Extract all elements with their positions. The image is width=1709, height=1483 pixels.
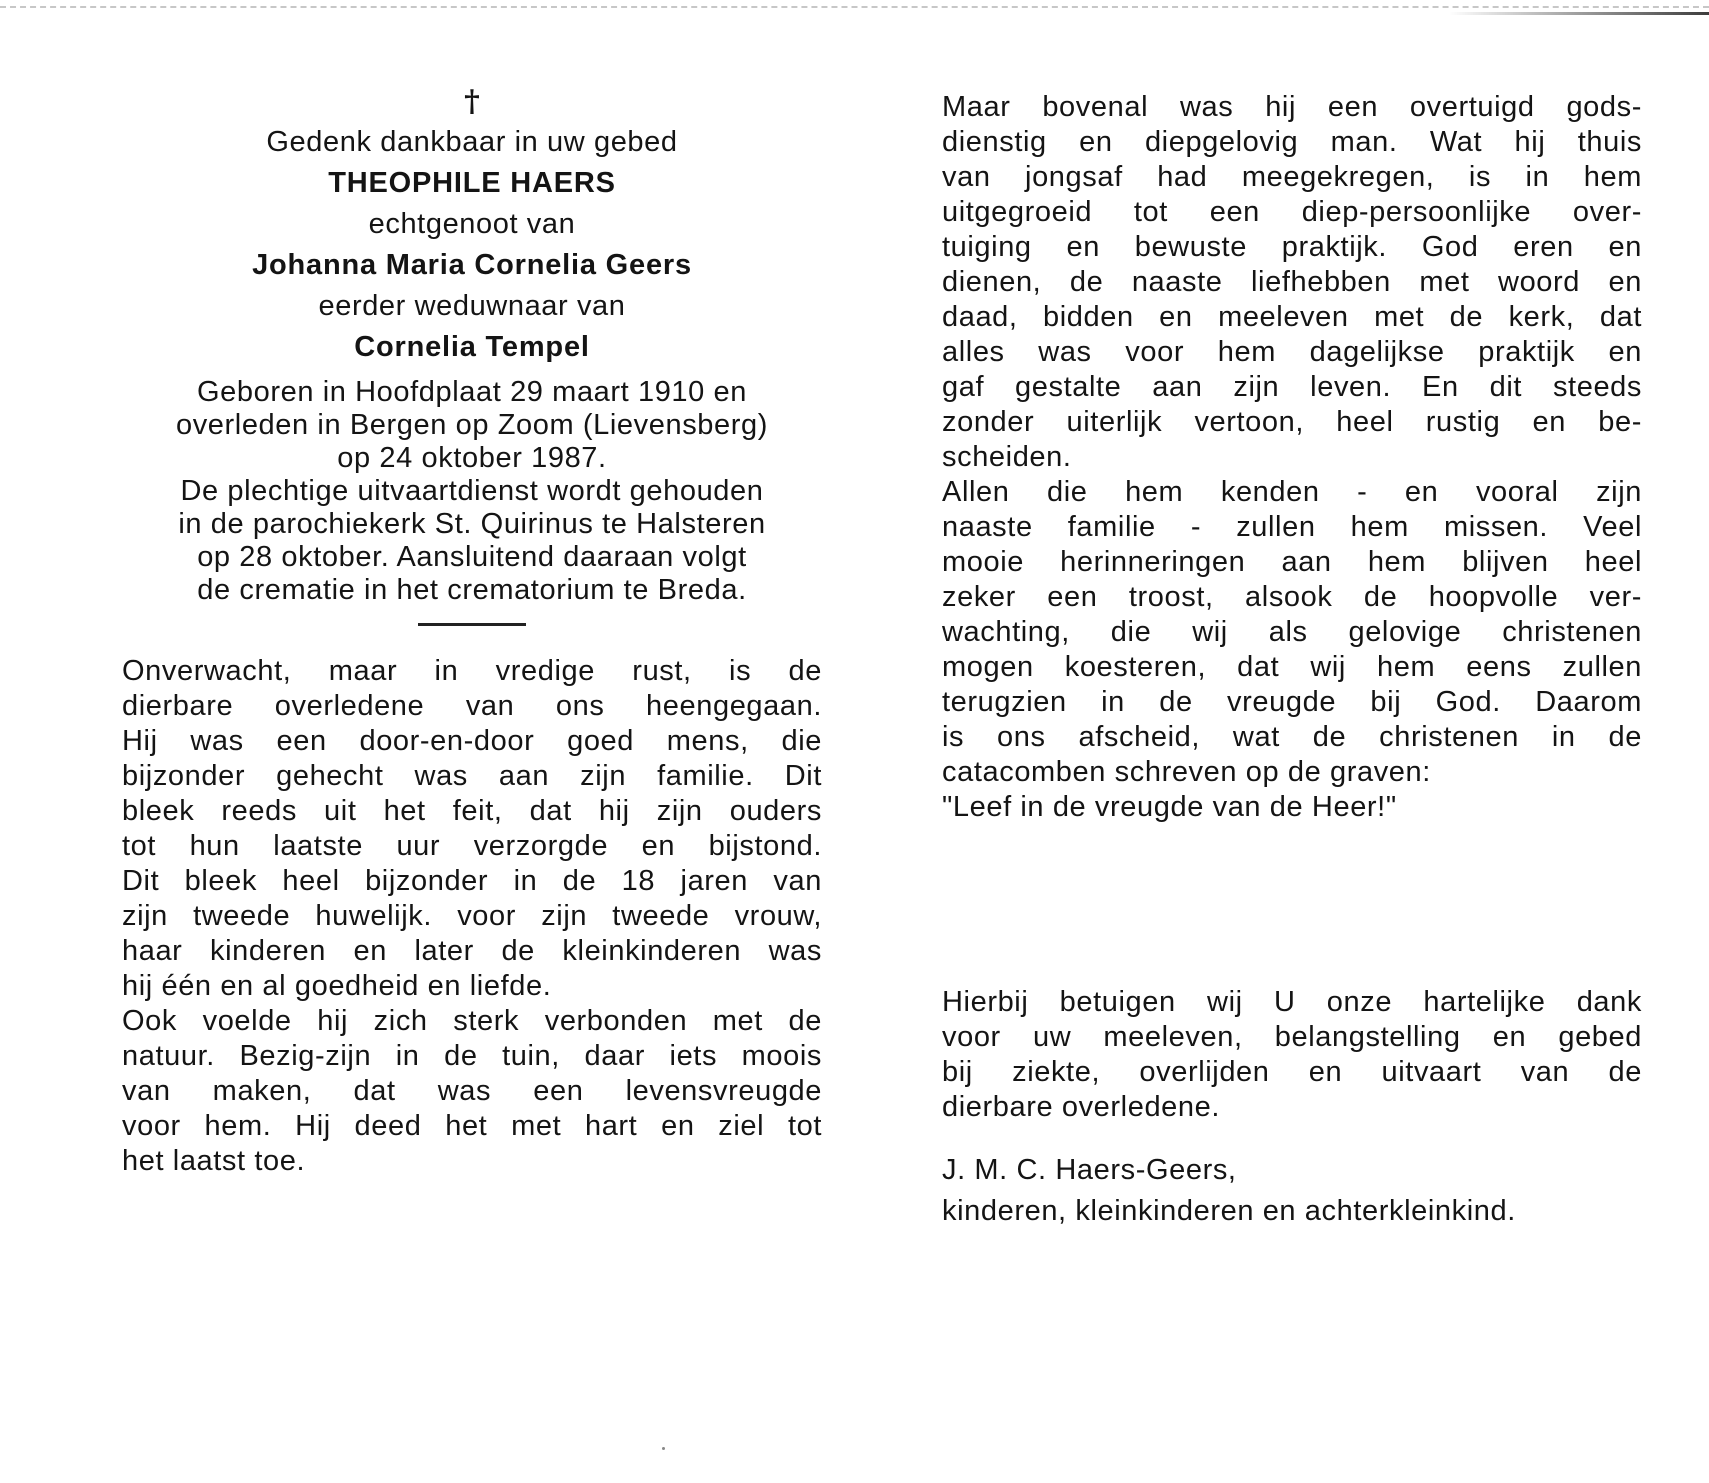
body-line: daad, bidden en meeleven met de kerk, dat — [942, 301, 1642, 333]
body-line: van maken, dat was een levensvreugde — [122, 1075, 822, 1107]
body-line: dienen, de naaste liefhebben met woord en — [942, 266, 1642, 298]
deceased-name: THEOPHILE HAERS — [328, 167, 616, 199]
thanks-line: dierbare overledene. — [942, 1091, 1221, 1123]
body-line: zeker een troost, alsook de hoopvolle ver- — [942, 581, 1642, 613]
body-line: zonder uiterlijk vertoon, heel rustig en be- — [942, 406, 1642, 438]
closing-quote: "Leef in de vreugde van de Heer!" — [942, 791, 1397, 823]
top-scan-edge — [0, 6, 1709, 8]
former-spouse-name: Cornelia Tempel — [354, 331, 590, 363]
thanks-line: Hierbij betuigen wij U onze hartelijke dank — [942, 986, 1642, 1018]
intro-line: de crematie in het crematorium te Breda. — [197, 574, 747, 606]
body-line: is ons afscheid, wat de christenen in de — [942, 721, 1642, 753]
body-line: Allen die hem kenden - en vooral zijn — [942, 476, 1642, 508]
body-line: mogen koesteren, dat wij hem eens zullen — [942, 651, 1642, 683]
body-line: Hij was een door-en-door goed mens, die — [122, 725, 822, 757]
spouse-relation: echtgenoot van — [368, 208, 576, 240]
spouse-name: Johanna Maria Cornelia Geers — [252, 249, 692, 281]
remember-line: Gedenk dankbaar in uw gebed — [266, 126, 678, 158]
body-line: bleek reeds uit het feit, dat hij zijn ouders — [122, 795, 822, 827]
thanks-paragraph — [942, 985, 1642, 1125]
body-line: scheiden. — [942, 441, 1072, 473]
intro-paragraph — [122, 376, 822, 607]
body-line: Maar bovenal was hij een overtuigd gods- — [942, 91, 1642, 123]
body-line: tuiging en bewuste praktijk. God eren en — [942, 231, 1642, 263]
signature-name: J. M. C. Haers-Geers, — [942, 1154, 1237, 1186]
body-line: haar kinderen en later de kleinkinderen was — [122, 935, 822, 967]
body-line: Dit bleek heel bijzonder in de 18 jaren van — [122, 865, 822, 897]
body-line: terugzien in de vreugde bij God. Daarom — [942, 686, 1642, 718]
signature-family: kinderen, kleinkinderen en achterkleinkind. — [942, 1195, 1516, 1227]
body-line: hij één en al goedheid en liefde. — [122, 970, 552, 1002]
right-body-text — [942, 90, 1642, 825]
top-scan-edge-dark — [1449, 12, 1709, 15]
body-line: dierbare overledene van ons heengegaan. — [122, 690, 822, 722]
body-line: Onverwacht, maar in vredige rust, is de — [122, 655, 822, 687]
body-line: naaste familie - zullen hem missen. Veel — [942, 511, 1642, 543]
body-line: mooie herinneringen aan hem blijven heel — [942, 546, 1642, 578]
thanks-line: voor uw meeleven, belangstelling en gebed — [942, 1021, 1642, 1053]
thanks-line: bij ziekte, overlijden en uitvaart van de — [942, 1056, 1642, 1088]
left-body-text — [122, 654, 822, 1179]
body-line: van jongsaf had meegekregen, is in hem — [942, 161, 1642, 193]
body-line: catacomben schreven op de graven: — [942, 756, 1431, 788]
intro-line: overleden in Bergen op Zoom (Lievensberg) — [175, 409, 769, 441]
body-line: tot hun laatste uur verzorgde en bijstond. — [122, 830, 822, 862]
body-line: wachting, die wij als gelovige christenen — [942, 616, 1642, 648]
section-divider — [418, 623, 526, 626]
body-line: bijzonder gehecht was aan zijn familie. Dit — [122, 760, 822, 792]
cross-icon: † — [464, 84, 480, 119]
body-line: voor hem. Hij deed het met hart en ziel tot — [122, 1110, 822, 1142]
intro-line: op 28 oktober. Aansluitend daaraan volgt — [197, 541, 747, 573]
intro-line: op 24 oktober 1987. — [337, 442, 607, 474]
body-line: zijn tweede huwelijk. voor zijn tweede vrouw, — [122, 900, 822, 932]
body-line: het laatst toe. — [122, 1145, 306, 1177]
body-line: Ook voelde hij zich sterk verbonden met de — [122, 1005, 822, 1037]
right-column — [942, 90, 1642, 1229]
intro-line: Geboren in Hoofdplaat 29 maart 1910 en — [197, 376, 747, 408]
intro-line: De plechtige uitvaartdienst wordt gehouden — [180, 475, 764, 507]
former-relation: eerder weduwnaar van — [318, 290, 626, 322]
body-line: dienstig en diepgelovig man. Wat hij thuis — [942, 126, 1642, 158]
left-column — [122, 82, 822, 1179]
intro-line: in de parochiekerk St. Quirinus te Halsteren — [178, 508, 766, 540]
scan-speck — [662, 1447, 665, 1450]
body-line: uitgegroeid tot een diep-persoonlijke over- — [942, 196, 1642, 228]
body-line: gaf gestalte aan zijn leven. En dit steeds — [942, 371, 1642, 403]
body-line: natuur. Bezig-zijn in de tuin, daar iets moois — [122, 1040, 822, 1072]
body-line: alles was voor hem dagelijkse praktijk en — [942, 336, 1642, 368]
